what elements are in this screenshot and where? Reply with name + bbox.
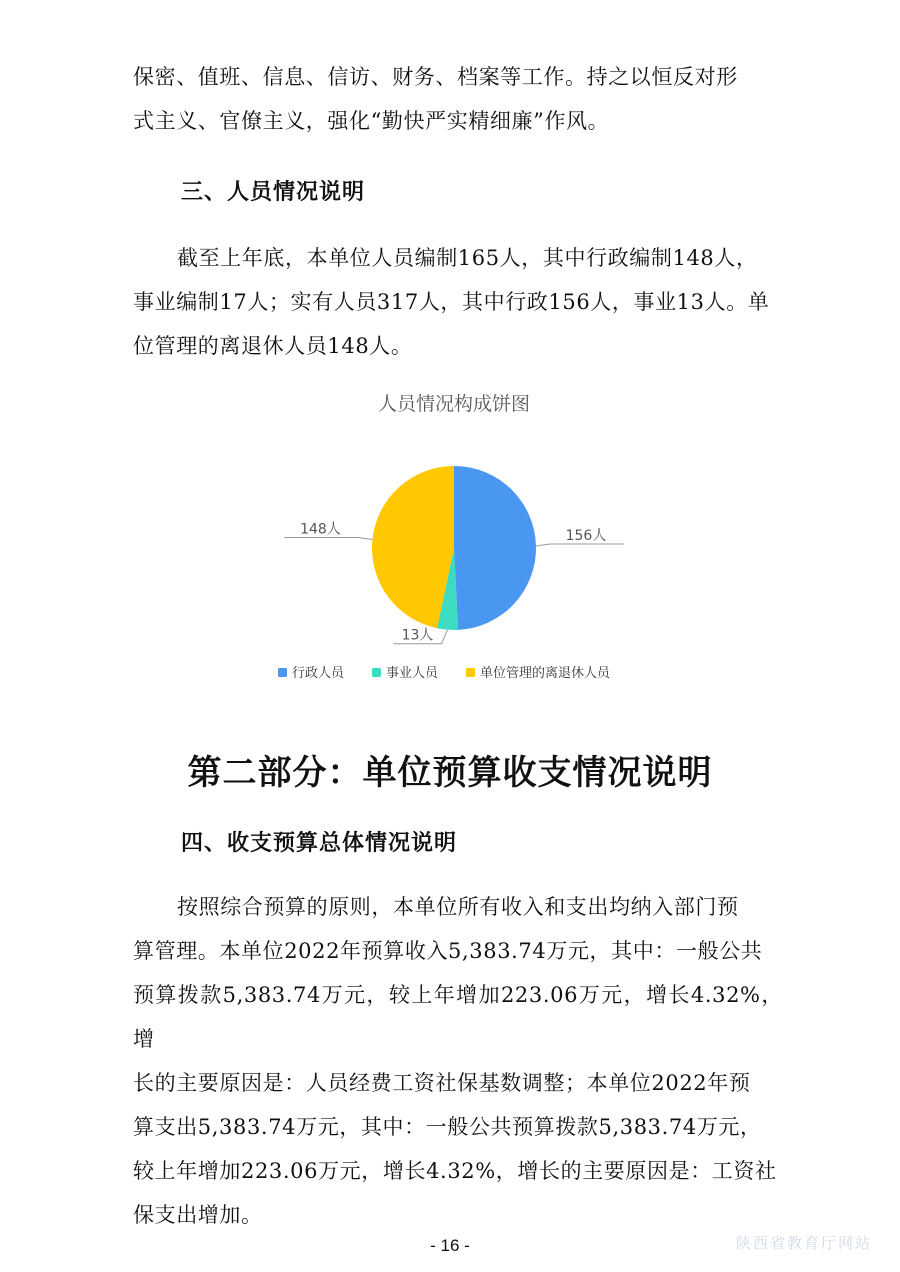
text-line: 式主义、官僚主义，强化“勤快严实精细廉”作风。 (133, 109, 610, 133)
text-line: 较上年增加223.06万元，增长4.32%，增长的主要原因是：工资社 (133, 1159, 777, 1183)
site-watermark: 陕西省教育厅网站 (735, 1234, 872, 1252)
leader-line (284, 537, 372, 539)
legend-swatch (466, 668, 475, 677)
text-line: 算管理。本单位2022年预算收入5,383.74万元，其中：一般公共 (133, 939, 763, 963)
data-label: 148人 (300, 521, 341, 538)
leader-line (536, 544, 624, 546)
text-line: 保密、值班、信息、信访、财务、档案等工作。持之以恒反对形 (133, 65, 738, 89)
text-line: 长的主要原因是：人员经费工资社保基数调整；本单位2022年预 (133, 1071, 751, 1095)
data-label: 13人 (401, 627, 434, 644)
budget-paragraph (133, 885, 783, 1237)
legend-swatch (278, 668, 287, 677)
text-line: 位管理的离退休人员148人。 (133, 334, 413, 358)
staff-pie-chart (250, 382, 650, 702)
staff-paragraph (133, 236, 783, 368)
intro-paragraph (133, 55, 783, 143)
legend-swatch (372, 668, 381, 677)
section-heading-3: 三、人员情况说明 (181, 180, 366, 205)
page-number: - 16 - (430, 1236, 470, 1255)
text-line: 按照综合预算的原则，本单位所有收入和支出均纳入部门预 (177, 895, 739, 919)
legend-label: 单位管理的离退休人员 (480, 666, 611, 681)
text-line: 保支出增加。 (133, 1203, 263, 1227)
data-label: 156人 (565, 527, 607, 544)
pie-slice (454, 466, 536, 630)
text-line: 预算拨款5,383.74万元，较上年增加223.06万元，增长4.32%，增 (133, 983, 783, 1051)
section-heading-4: 四、收支预算总体情况说明 (181, 831, 458, 856)
text-line: 算支出5,383.74万元，其中：一般公共预算拨款5,383.74万元， (133, 1115, 762, 1139)
legend-label: 事业人员 (386, 666, 439, 681)
part-heading: 第二部分：单位预算收支情况说明 (187, 753, 713, 793)
text-line: 事业编制17人；实有人员317人，其中行政156人，事业13人。单 (133, 290, 770, 314)
pie-slice (372, 466, 454, 628)
chart-title: 人员情况构成饼图 (377, 393, 531, 415)
text-line: 截至上年底，本单位人员编制165人，其中行政编制148人， (177, 246, 758, 270)
legend-label: 行政人员 (292, 666, 345, 681)
